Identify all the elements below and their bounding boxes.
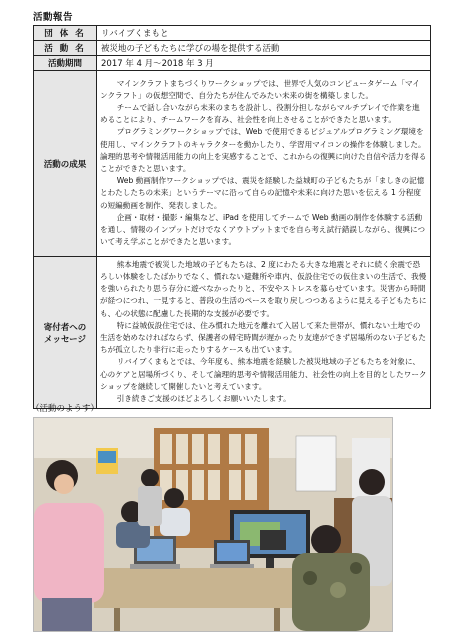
message-paragraph: リバイブくまもとでは、今年度も、熊本地震を経験した被災地域の子どもたちを対象に、心のケアと居場所づくり、そして論理的思考や情報活用能力、社会性の向上を目的としたワークショップを継続して開催したいと考えています。 <box>100 357 427 391</box>
message-text <box>97 257 431 409</box>
report-table <box>33 25 431 409</box>
results-text <box>97 71 431 257</box>
activity-photo-image <box>34 418 392 631</box>
row-message <box>34 257 431 409</box>
message-paragraph: 熊本地震で被災した地域の子どもたちは、2 度にわたる大きな地震とそれに続く余震で恐ろしい体験をしたばかりでなく、慣れない避難所や車内、仮設住宅での仮住まいの生活で、我慢を強いられたり思う存分に遊べなかったりと、不安やストレスを募らせています。災害から時間が経つにつれ、一見すると、普段の生活のペースを取り戻しつつあるように見える子どもたちにも、心の状態に配慮した長期的な支援が必要です。 <box>100 259 427 318</box>
label-organization: 団 体 名 <box>34 26 97 41</box>
results-paragraph: マインクラフトまちづくりワークショップでは、世界で人気のコンピュータゲーム「マインクラフト」の仮想空間で、自分たちが住んでみたい未来の街を構築しました。 <box>100 78 421 100</box>
message-paragraph: 引き続きご支援のほどよろしくお願いいたします。 <box>116 394 291 404</box>
value-activity-period: 2017 年 4 月～2018 年 3 月 <box>97 56 431 71</box>
row-results <box>34 71 431 257</box>
value-organization: リバイブくまもと <box>97 26 431 41</box>
row-organization <box>34 26 431 41</box>
document-heading: 活動報告 <box>33 12 74 23</box>
results-paragraph: 企画・取材・撮影・編集など、iPad を使用してチームで Web 動画の制作を体験する活動を通し、情報のインプットだけでなくアウトプットまでを自ら考え試行錯誤しながら、復興について考え学ぶことができたと思います。 <box>100 212 426 247</box>
label-activity-period: 活動期間 <box>34 56 97 71</box>
message-paragraph: 特に益城仮設住宅では、住み慣れた地元を離れて入居して来た世帯が、慣れない土地での生活を始めなければならず、保護者の帰宅時間が遅かったり友達ができず居場所のない子どもたちが孤立したり非行に走ったりするケースも出ています。 <box>100 320 426 355</box>
label-message-line1: 寄付者への <box>43 322 87 333</box>
label-results: 活動の成果 <box>34 71 97 257</box>
photo-caption: （活動のようす） <box>31 404 100 414</box>
results-paragraph: Web 動画制作ワークショップでは、震災を経験した益城町の子どもたちが「ましきの記憶とわたしたちの未来」というテーマに沿って自らの記憶や未来に向けた思いを伝える 1 分程度の短編動画を制作、発表しました。 <box>100 176 425 210</box>
label-message-line2: メッセージ <box>44 334 86 345</box>
results-paragraph: プログラミングワークショップでは、Web で使用できるビジュアルプログラミング環境を使用し、マインクラフトのキャラクターを動かしたり、学習用マイコンの操作を体験しました。論理的思考や情報活用能力の向上を実感することで、これからの復興に向けた自信や活力を得ることができたと思います。 <box>100 127 427 173</box>
label-activity-name: 活 動 名 <box>34 41 97 56</box>
value-activity-name: 被災地の子どもたちに学びの場を提供する活動 <box>97 41 431 56</box>
row-activity-period <box>34 56 431 71</box>
results-paragraph: チームで話し合いながら未来のまちを設計し、役割分担しながらマルチプレイで作業を進めることにより、チームワークを育み、社会性を向上させることができたと思います。 <box>100 102 420 125</box>
row-activity-name <box>34 41 431 56</box>
activity-photo <box>33 417 393 632</box>
label-message <box>34 257 97 409</box>
